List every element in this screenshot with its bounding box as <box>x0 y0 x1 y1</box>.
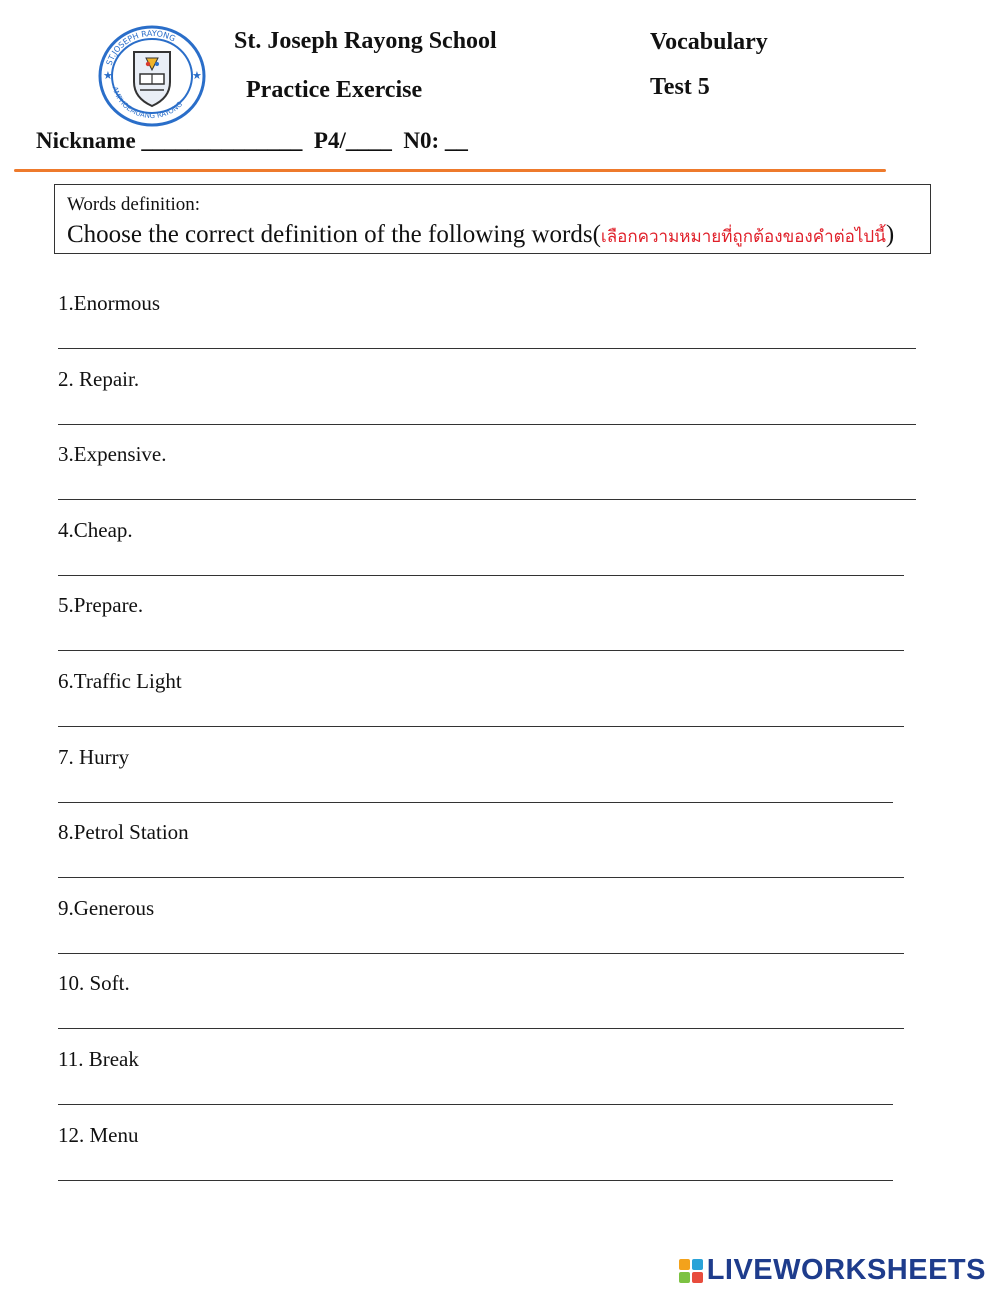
instruction-text <box>67 221 894 250</box>
answer-line[interactable] <box>58 953 904 954</box>
test-label: Test 5 <box>650 74 710 100</box>
answer-line[interactable] <box>58 650 904 651</box>
vocabulary-item-label: 5.Prepare. <box>58 593 144 618</box>
school-logo <box>96 24 208 128</box>
vocabulary-item-label: 7. Hurry <box>58 744 130 769</box>
vocabulary-item-label: 11. Break <box>58 1047 139 1071</box>
instruction-heading: Words definition: <box>67 194 201 215</box>
vocabulary-item-label: 1.Enormous <box>58 291 161 315</box>
svg-text:★: ★ <box>192 70 202 82</box>
svg-text:★: ★ <box>103 70 113 82</box>
footer-brand <box>679 1254 986 1287</box>
answer-line[interactable] <box>58 499 916 500</box>
logo-ring-top-text: ST.JOSEPH RAYONG <box>104 28 177 67</box>
student-info-line[interactable]: Nickname ______________ P4/____ N0: __ <box>36 128 468 153</box>
subject-label: Vocabulary <box>650 29 768 55</box>
vocabulary-item-label: 10. Soft. <box>58 971 130 996</box>
instruction-thai: เลือกความหมายที่ถูกต้องของคำต่อไปนี้ <box>600 227 886 247</box>
brand-name: LIVEWORKSHEETS <box>706 1254 986 1286</box>
answer-line[interactable] <box>58 877 904 878</box>
instruction-close-paren: ) <box>885 221 895 248</box>
answer-line[interactable] <box>58 1104 893 1105</box>
answer-line[interactable] <box>58 726 904 727</box>
vocabulary-item-label: 4.Cheap. <box>58 517 133 542</box>
instruction-english: Choose the correct definition of the following words( <box>67 221 601 248</box>
answer-line[interactable] <box>58 575 904 576</box>
liveworksheets-logo-icon <box>679 1259 703 1283</box>
vocabulary-item-label: 3.Expensive. <box>58 442 167 467</box>
answer-line[interactable] <box>58 1180 893 1181</box>
logo-ring-bottom-text: AMPHOEMUANG RAYONG <box>110 85 184 121</box>
school-name: St. Joseph Rayong School <box>234 28 497 54</box>
answer-line[interactable] <box>58 348 916 349</box>
vocabulary-item-label: 8.Petrol Station <box>58 820 189 845</box>
vocabulary-item-label: 9.Generous <box>58 895 155 920</box>
vocabulary-item-label: 12. Menu <box>58 1122 139 1147</box>
instruction-box <box>54 184 931 254</box>
answer-line[interactable] <box>58 424 916 425</box>
exercise-title: Practice Exercise <box>246 77 423 103</box>
vocabulary-item-label: 2. Repair. <box>58 366 140 391</box>
vocabulary-item-label: 6.Traffic Light <box>58 669 182 693</box>
answer-line[interactable] <box>58 802 893 803</box>
header-divider <box>14 169 886 172</box>
answer-line[interactable] <box>58 1028 904 1029</box>
